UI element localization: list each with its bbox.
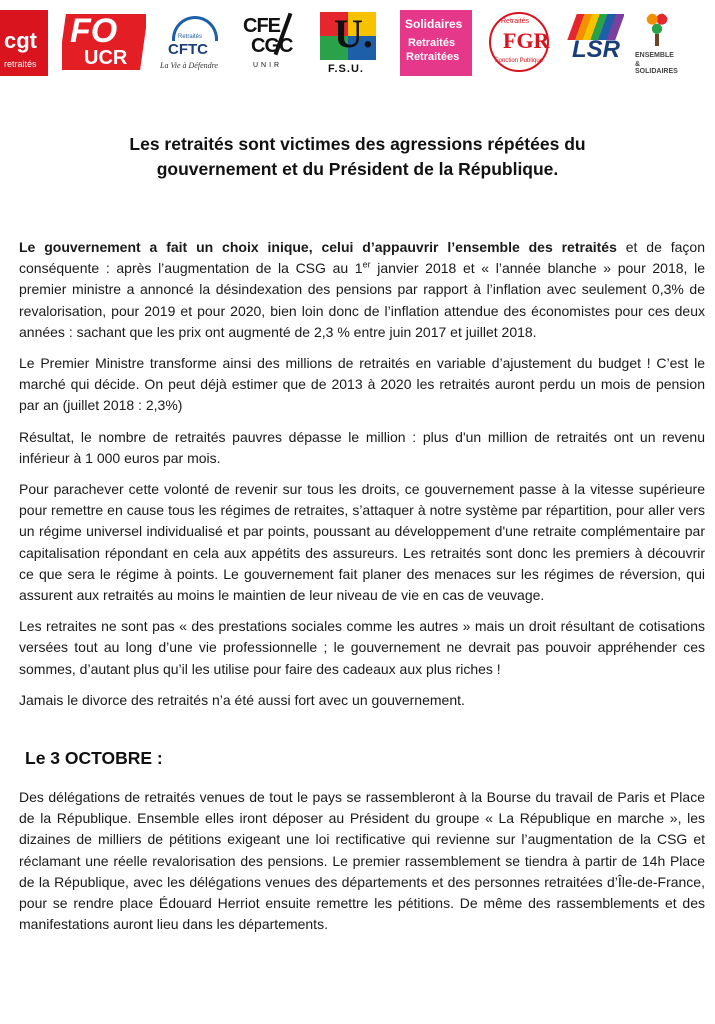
ensemble-solidaires-logo xyxy=(633,10,681,76)
paragraph-3: Résultat, le nombre de retraités pauvres dépasse le million : plus d'un million de retraités ont un revenu inférieur à 1 000 euros par mois. xyxy=(19,428,705,466)
paragraph-5: Les retraites ne sont pas « des prestations sociales comme les autres » mais un droit résultant de cotisations versées tout au long d’une vie professionnelle ; le gouvernement ne devrait pas pouvoir appréhender ces sommes, d’autant plus qu’il les utilise pour faire des cadeaux aux plus riches ! xyxy=(19,618,705,677)
paragraph-1-part-b: janvier 2018 et « l’année blanche » pour 2018, le premier ministre a annoncé la désindexation des pensions par rapport à l’inflation avec seulement 0,3% de revalorisation, pour 2019 et pour 2020, bien loin donc de l’inflation attendue des économistes pour ces deux années : sachant que les prix ont augmenté de 2,3 % entre juin 2017 et juillet 2018. xyxy=(19,260,705,340)
union-logos-row xyxy=(0,10,715,80)
solidaires-logo-line1: Solidaires xyxy=(405,17,463,31)
paragraph-2: Le Premier Ministre transforme ainsi des millions de retraités en variable d’ajustement du budget ! C’est le marché qui décide. On peut déjà estimer que de 2013 à 2020 les retraités auront perdu un mois de pension par an (juillet 2018 : 2,3%) xyxy=(19,355,705,414)
cgt-logo-text: cgt xyxy=(4,28,37,53)
solidaires-logo-line2: Retraités xyxy=(408,37,456,49)
fo-ucr-logo xyxy=(62,10,146,76)
paragraph-1-lead: Le gouvernement a fait un choix inique, celui d’appauvrir l’ensemble des retraités xyxy=(19,239,617,255)
fgr-logo-top-text: Retraités xyxy=(501,18,530,25)
section-heading-3-octobre: Le 3 OCTOBRE : xyxy=(25,748,163,769)
paragraph-1-superscript: er xyxy=(362,259,371,270)
cgt-logo-subtext: retraités xyxy=(4,59,37,69)
paragraph-6: Jamais le divorce des retraités n’a été aussi fort avec un gouvernement. xyxy=(19,691,465,708)
cftc-logo-text: CFTC xyxy=(168,41,208,58)
ensemble-logo-line1: ENSEMBLE xyxy=(635,52,674,59)
cfe-logo-line2: CGC xyxy=(251,35,293,57)
fgr-logo-bottom-text: Fonction Publique xyxy=(495,58,544,64)
tree-trunk-icon xyxy=(655,34,659,46)
tree-icon xyxy=(645,12,669,36)
title-line-2: gouvernement et du Président de la République. xyxy=(156,159,559,179)
fsu-logo-mark: U. xyxy=(334,11,373,56)
solidaires-logo-line3: Retraitées xyxy=(406,51,460,63)
fgr-fonction-publique-logo xyxy=(487,10,555,76)
cfe-logo-line1: CFE xyxy=(243,15,280,37)
solidaires-logo xyxy=(400,10,472,76)
paragraph-1-part-a: et de façon conséquente : après l’augmentation de la CSG au 1 xyxy=(19,239,705,277)
fo-logo-text: FO xyxy=(70,12,118,50)
lsr-logo-text: LSR xyxy=(572,36,620,63)
cfe-cgc-logo xyxy=(241,10,301,76)
page-title xyxy=(40,132,675,182)
paragraph-4: Pour parachever cette volonté de revenir sur tous les droits, ce gouvernement passe à la vitesse supérieure pour remettre en cause tous les régimes de retraites, s’attaquer à notre système par répartition, pour aller vers un régime universel individualisé et par points, poussant au développement d'une retraite complémentaire par capitalisation répondant en cela aux appétits des assureurs. Les retraités sont donc les premiers à découvrir ce que sera le régime à points. Le gouvernement fait planer des menaces sur les régimes de réversion, qui assurent aux retraités au moins le maintien de leur niveau de vie en cas de veuvage. xyxy=(19,481,705,604)
ensemble-logo-line2: & SOLIDAIRES xyxy=(635,61,678,75)
paragraph-7: Des délégations de retraités venues de tout le pays se rassembleront à la Bourse du travail de Paris et Place de la République. Ensemble elles iront déposer au Président du groupe « La République en marche », les dizaines de milliers de pétitions exigeant une loi rectificative qui revienne sur l’augmentation de la CSG et réclamant une réelle revalorisation des pensions. Le premier rassemblement se tiendra à partir de 14h Place de la République, avec les délégations venues des départements et des personnes retraitées d’Île-de-France, pour se rendre place Édouard Herriot ensuite remettre les pétitions. De même des rassemblements et des manifestations auront lieu dans les départements. xyxy=(19,789,705,933)
fsu-logo-text: F.S.U. xyxy=(328,63,364,75)
paragraph-1 xyxy=(19,237,705,343)
cfe-logo-subtext: UNIR xyxy=(253,62,283,69)
lsr-logo xyxy=(566,10,624,76)
fo-logo-subtext: UCR xyxy=(84,47,128,69)
title-line-1: Les retraités sont victimes des agressions répétées du xyxy=(129,134,586,154)
cftc-logo-tiny-text: Retraités xyxy=(178,34,203,40)
cftc-logo-tagline: La Vie à Défendre xyxy=(160,61,218,70)
fgr-logo-text: FGR xyxy=(503,28,550,53)
cftc-logo xyxy=(158,10,234,76)
cgt-retraites-logo xyxy=(0,10,48,76)
document-body xyxy=(19,237,705,945)
fsu-logo xyxy=(316,10,382,76)
